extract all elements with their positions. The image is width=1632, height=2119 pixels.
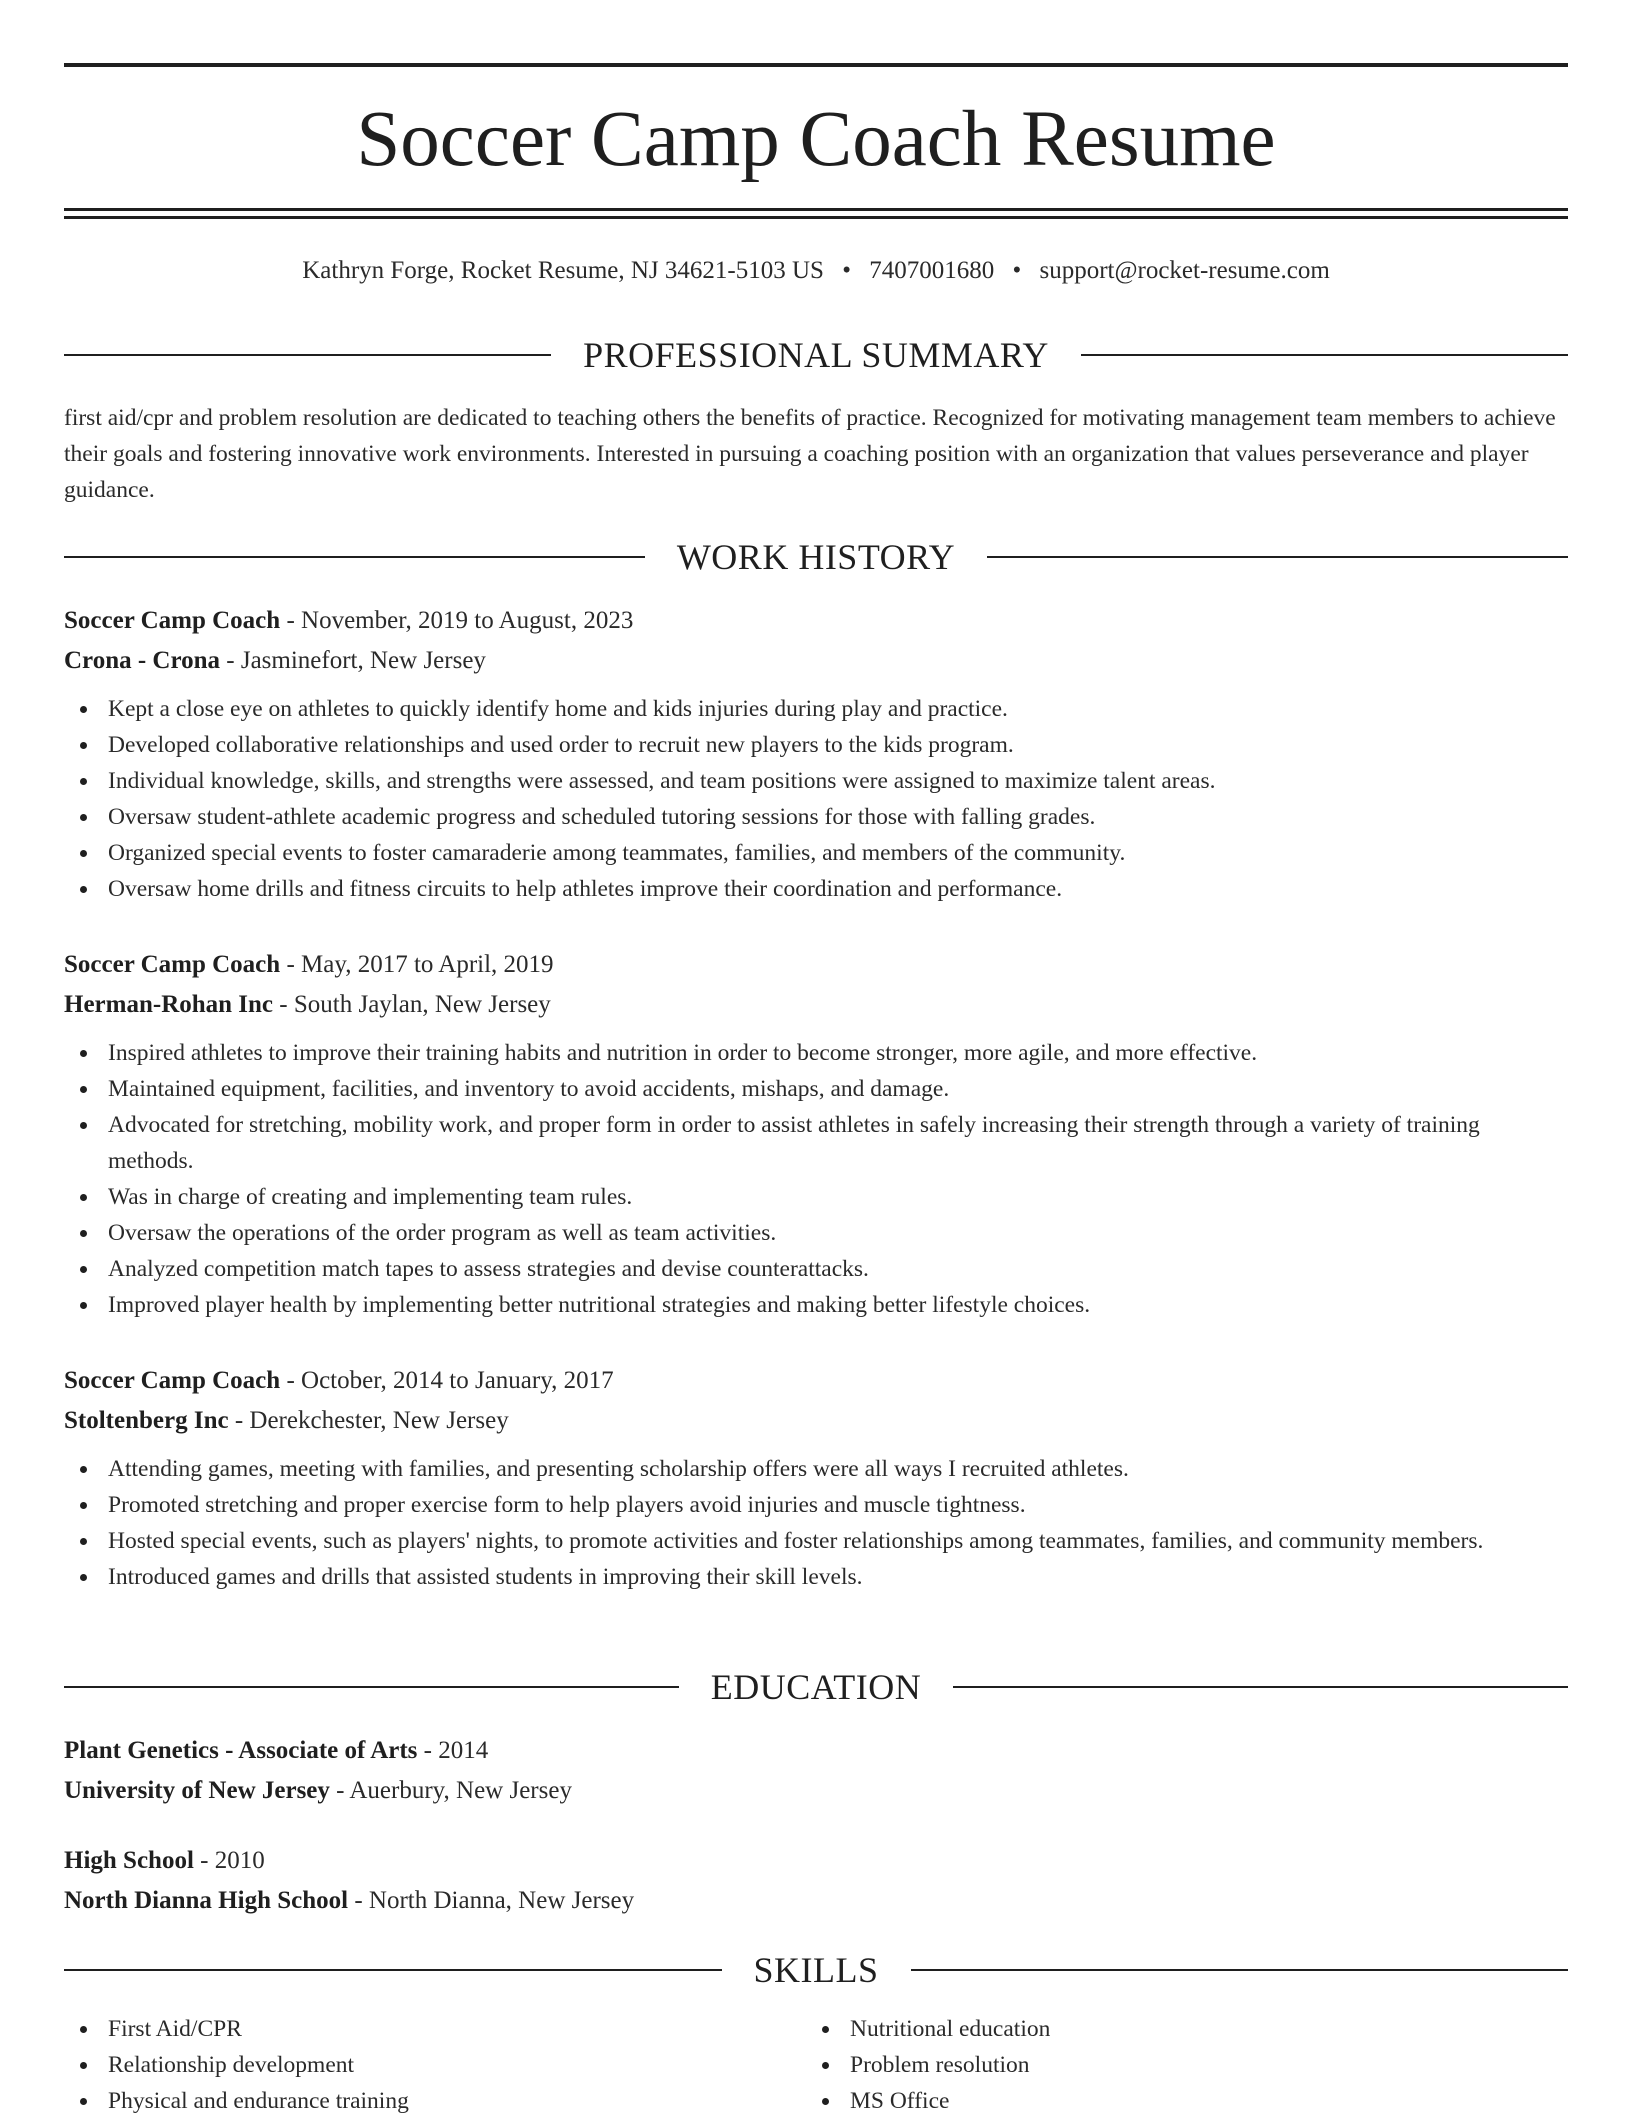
skill-item: Nutritional education — [806, 2011, 1548, 2047]
job-company: Crona - Crona — [64, 647, 221, 674]
list-item: Advocated for stretching, mobility work, and proper form in order to assist athletes in safely increasing their strength through a variety of training methods. — [64, 1107, 1568, 1179]
page-title: Soccer Camp Coach Resume — [356, 96, 1276, 183]
job-entry — [64, 1361, 1568, 1595]
title-rule-upper — [64, 208, 1568, 211]
list-item: Oversaw student-athlete academic progress and scheduled tutoring sessions for those with falling grades. — [64, 799, 1568, 835]
education-school: University of New Jersey — [64, 1777, 330, 1804]
job-location: - Derekchester, New Jersey — [234, 1407, 509, 1434]
contact-phone: 7407001680 — [869, 257, 995, 284]
summary-section-heading — [64, 335, 1568, 375]
list-item: Introduced games and drills that assisted students in improving their skill levels. — [64, 1559, 1568, 1595]
education-location: - North Dianna, New Jersey — [354, 1887, 635, 1914]
education-entry — [64, 1841, 1568, 1921]
education-degree: Plant Genetics - Associate of Arts — [64, 1737, 418, 1764]
job-bullets — [64, 691, 1568, 907]
education-year: - 2010 — [200, 1847, 265, 1874]
education-section-heading — [64, 1667, 1568, 1707]
skills-column-left — [64, 2011, 806, 2119]
list-item: Attending games, meeting with families, and presenting scholarship offers were all ways I recruited athletes. — [64, 1451, 1568, 1487]
job-location: - Jasminefort, New Jersey — [226, 647, 486, 674]
list-item: Individual knowledge, skills, and strengths were assessed, and team positions were assigned to maximize talent areas. — [64, 763, 1568, 799]
heading-divider — [911, 1969, 1569, 1971]
list-item: Kept a close eye on athletes to quickly identify home and kids injuries during play and practice. — [64, 691, 1568, 727]
skills-list — [64, 2011, 1568, 2119]
skills-section-heading — [64, 1950, 1568, 1990]
top-rule — [64, 63, 1568, 67]
list-item: Developed collaborative relationships and used order to recruit new players to the kids program. — [64, 727, 1568, 763]
education-year: - 2014 — [423, 1737, 489, 1764]
job-company: Stoltenberg Inc — [64, 1407, 229, 1434]
summary-heading-label: PROFESSIONAL SUMMARY — [583, 335, 1049, 375]
list-item: Promoted stretching and proper exercise form to help players avoid injuries and muscle tightness. — [64, 1487, 1568, 1523]
education-entry — [64, 1731, 1568, 1811]
job-company: Herman-Rohan Inc — [64, 991, 274, 1018]
contact-separator: • — [1012, 257, 1022, 284]
list-item: Was in charge of creating and implementing team rules. — [64, 1179, 1568, 1215]
job-bullets — [64, 1035, 1568, 1323]
list-item: Hosted special events, such as players' nights, to promote activities and foster relationships among teammates, families, and community members. — [64, 1523, 1568, 1559]
job-title: Soccer Camp Coach — [64, 951, 281, 978]
list-item: Organized special events to foster camaraderie among teammates, families, and members of the community. — [64, 835, 1568, 871]
job-dates: - October, 2014 to January, 2017 — [286, 1367, 614, 1394]
skills-column-right — [806, 2011, 1548, 2119]
list-item: Inspired athletes to improve their training habits and nutrition in order to become stronger, more agile, and more effective. — [64, 1035, 1568, 1071]
skill-item: MS Office — [806, 2083, 1548, 2119]
job-entry — [64, 945, 1568, 1323]
heading-divider — [1081, 354, 1568, 356]
job-title: Soccer Camp Coach — [64, 607, 281, 634]
contact-line — [64, 254, 1568, 288]
work-section-heading — [64, 537, 1568, 577]
list-item: Oversaw the operations of the order program as well as team activities. — [64, 1215, 1568, 1251]
education-heading-label: EDUCATION — [710, 1667, 922, 1707]
heading-divider — [64, 1969, 722, 1971]
job-dates: - November, 2019 to August, 2023 — [286, 607, 634, 634]
heading-divider — [64, 1686, 679, 1688]
work-heading-label: WORK HISTORY — [676, 537, 956, 577]
job-dates: - May, 2017 to April, 2019 — [286, 951, 554, 978]
summary-text: first aid/cpr and problem resolution are dedicated to teaching others the benefits of practice. Recognized for motivating management team members to achieve their goals and fostering innovative work environments. Interested in pursuing a coaching position with an organization that values perseverance and player guidance. — [64, 405, 1556, 503]
title-rule-lower — [64, 216, 1568, 219]
contact-address: Kathryn Forge, Rocket Resume, NJ 34621-5103 US — [302, 257, 824, 284]
skill-item: Problem resolution — [806, 2047, 1548, 2083]
list-item: Improved player health by implementing better nutritional strategies and making better lifestyle choices. — [64, 1287, 1568, 1323]
job-bullets — [64, 1451, 1568, 1595]
education-degree: High School — [64, 1847, 194, 1874]
heading-divider — [987, 556, 1568, 558]
education-location: - Auerbury, New Jersey — [336, 1777, 572, 1804]
job-location: - South Jaylan, New Jersey — [279, 991, 551, 1018]
list-item: Analyzed competition match tapes to assess strategies and devise counterattacks. — [64, 1251, 1568, 1287]
skill-item: First Aid/CPR — [64, 2011, 806, 2047]
heading-divider — [953, 1686, 1568, 1688]
skill-item: Relationship development — [64, 2047, 806, 2083]
job-title: Soccer Camp Coach — [64, 1367, 281, 1394]
contact-separator: • — [842, 257, 851, 284]
heading-divider — [64, 354, 551, 356]
job-entry — [64, 601, 1568, 907]
contact-email: support@rocket-resume.com — [1039, 257, 1330, 284]
heading-divider — [64, 556, 645, 558]
skill-item: Physical and endurance training — [64, 2083, 806, 2119]
education-school: North Dianna High School — [64, 1887, 349, 1914]
skills-heading-label: SKILLS — [753, 1950, 879, 1990]
list-item: Oversaw home drills and fitness circuits to help athletes improve their coordination and performance. — [64, 871, 1568, 907]
list-item: Maintained equipment, facilities, and inventory to avoid accidents, mishaps, and damage. — [64, 1071, 1568, 1107]
